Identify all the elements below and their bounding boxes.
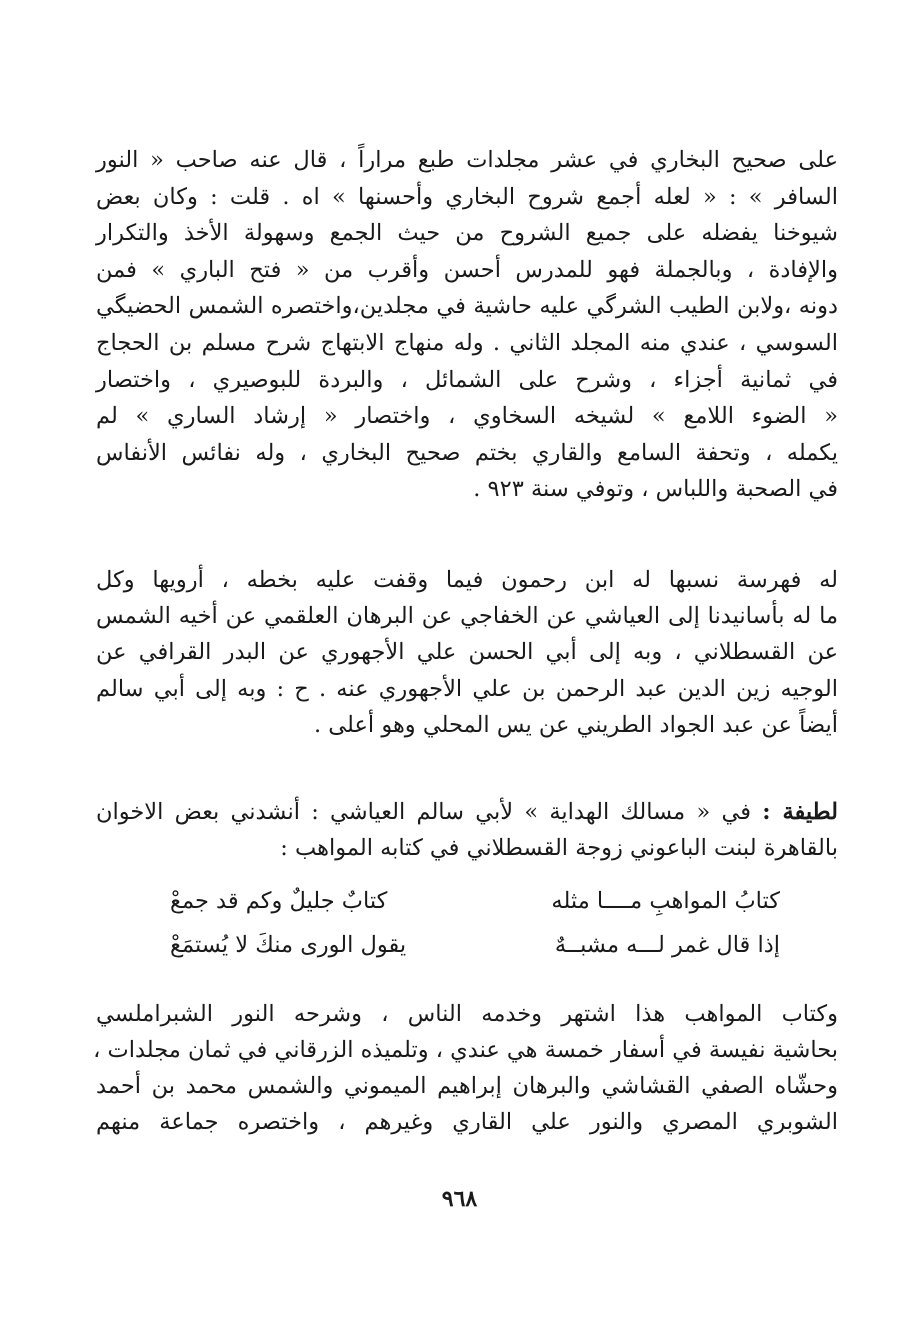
text-line: الشوبري المصري والنور علي القاري وغيرهم ، واختصره جماعة منهم [96,1109,838,1135]
paragraph-chain-of-transmission [96,562,838,743]
text-line: وكتاب المواهب هذا اشتهر وخدمه الناس ، وشرحه النور الشبراملسي [96,1001,838,1027]
verse-first-hemistich: إذا قال غمر لـــه مشبــهٌ [554,932,780,958]
verse-line [170,922,780,968]
text-line: وحشّاه الصفي القشاشي والبرهان إبراهيم الميموني والشمس محمد بن أحمد [96,1073,838,1099]
text-line: السافر » : « لعله أجمع شروح البخاري وأحسنها » اه . قلت : وكان بعض [96,183,838,210]
text-line: والإفادة ، وبالجملة فهو للمدرس أحسن وأقرب من « فتح الباري » فمن [96,256,838,283]
text-line: السوسي ، عندي منه المجلد الثاني . وله منهاج الابتهاج شرح مسلم بن الحجاج [96,329,838,356]
text-line [96,794,838,830]
paragraph-commentaries [96,142,838,508]
text-line: بحاشية نفيسة في أسفار خمسة هي عندي ، وتلميذه الزرقاني في ثمان مجلدات ، [93,1037,838,1063]
text-line: له فهرسة نسبها له ابن رحمون فيما وقفت عليه بخطه ، أرويها وكل [96,567,838,593]
paragraph-anecdote [96,794,838,866]
text-line: « الضوء اللامع » لشيخه السخاوي ، واختصار « إرشاد الساري » لم [96,403,838,430]
text-line: الوجيه زين الدين عبد الرحمن بن علي الأجهوري عنه . ح : وبه إلى أبي سالم [96,675,839,702]
text-line: في الصحبة واللباس ، وتوفي سنة ٩٢٣ . [473,476,838,503]
text-line: بالقاهرة لبنت الباعوني زوجة القسطلاني في كتابه المواهب : [280,835,838,861]
text-line: عن القسطلاني ، وبه إلى أبي الحسن علي الأجهوري عن البدر القرافي عن [96,639,838,666]
verse-line [170,878,780,924]
verse-first-hemistich: كتابُ المواهبِ مــــا مثله [551,888,780,914]
text-line: يكمله ، وتحفة السامع والقاري بختم صحيح البخاري ، وله نفائس الأنفاس [96,439,838,466]
page-number: ٩٦٨ [441,1186,478,1212]
verse-second-hemistich: كتابٌ جليلٌ وكم قد جمعْ [170,888,388,914]
text-line: شيوخنا يفضله على جميع الشروح من حيث الجمع وسهولة الأخذ والتكرار [96,220,838,247]
verse-second-hemistich: يقول الورى منكَ لا يُستمَعْ [170,932,407,958]
text-line: ما له بأسانيدنا إلى العياشي عن الخفاجي عن البرهان العلقمي عن أخيه الشمس [96,603,838,630]
text-line: أيضاً عن عبد الجواد الطريني عن يس المحلي وهو أعلى . [313,711,838,738]
text-line: في ثمانية أجزاء ، وشرح على الشمائل ، والبردة للبوصيري ، واختصار [96,366,838,393]
text-line: دونه ،ولابن الطيب الشرگي عليه حاشية في مجلدين،واختصره الشمس الحضيگي [96,293,838,320]
poem-verse [170,922,780,968]
text-line: على صحيح البخاري في عشر مجلدات طبع مراراً ، قال عنه صاحب « النور [96,147,838,173]
poem-verse [170,878,780,924]
anecdote-heading: لطيفة : [762,799,838,825]
anecdote-text: في « مسالك الهداية » لأبي سالم العياشي : أنشدني بعض الاخوان [96,799,763,825]
paragraph-mawahib-commentaries [93,996,838,1140]
